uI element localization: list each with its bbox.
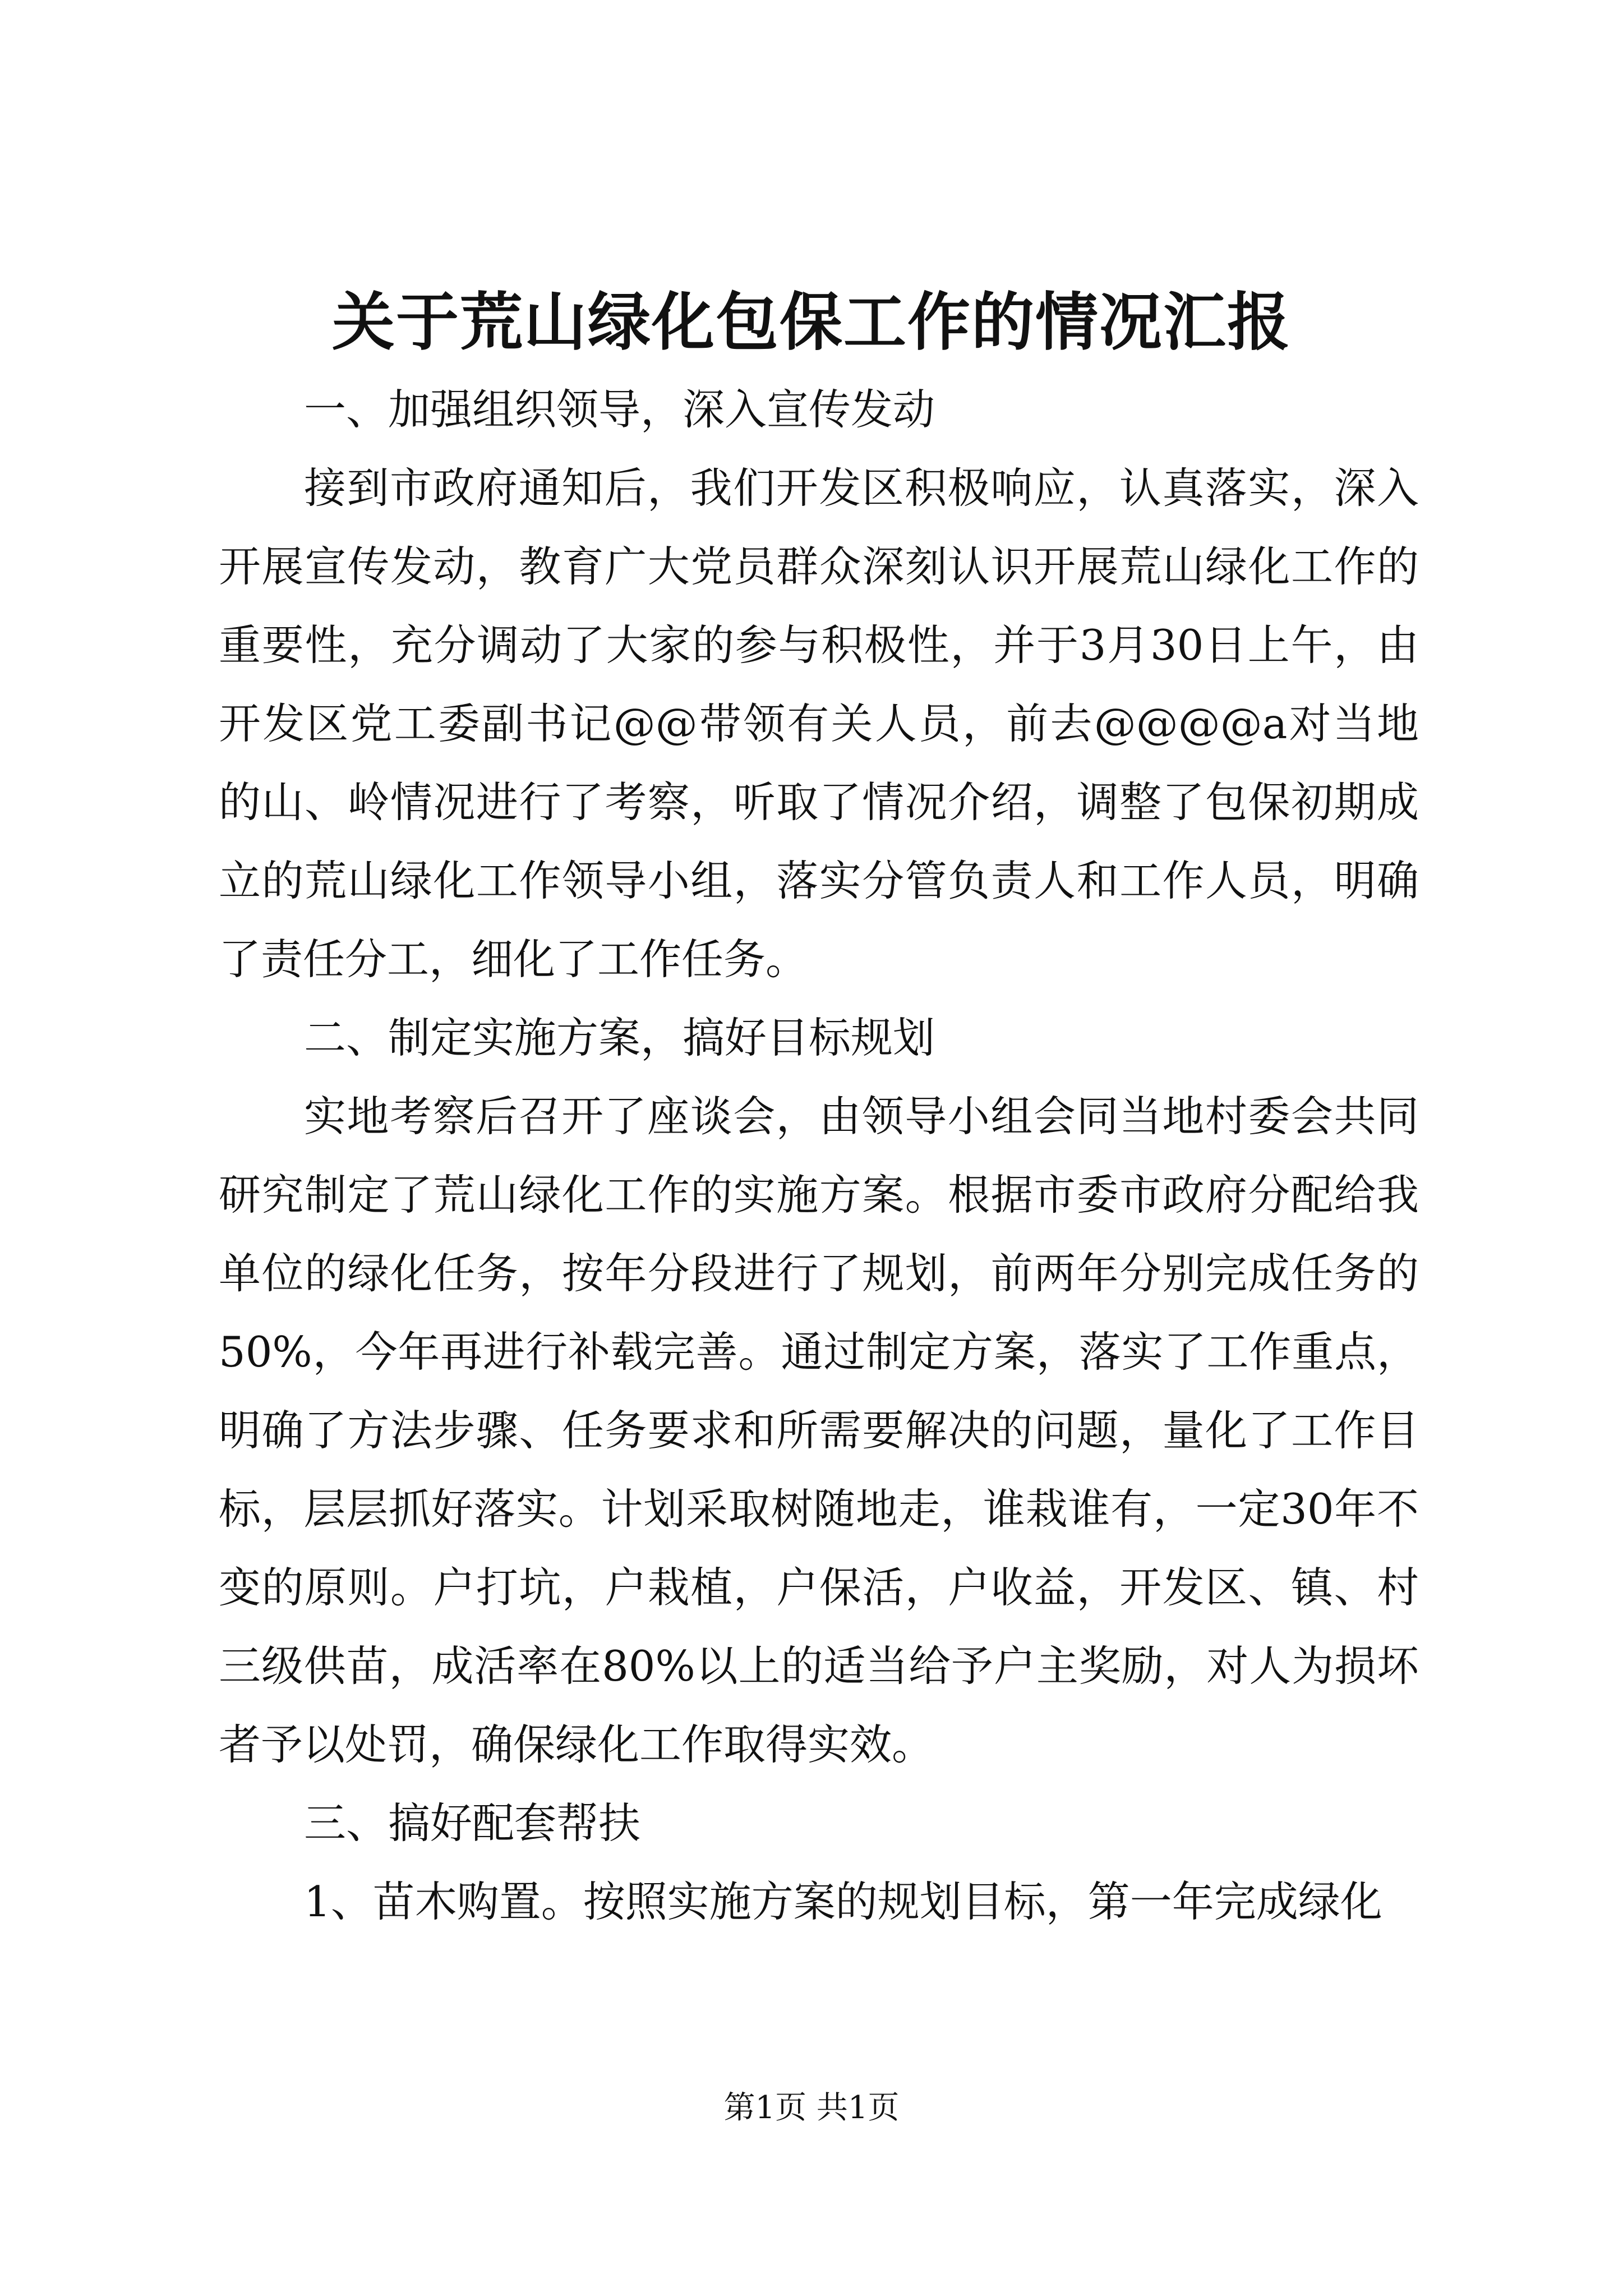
document-title: 关于荒山绿化包保工作的情况汇报 [332,286,1291,359]
section-heading-2: 二、制定实施方案，搞好目标规划 [304,1013,935,1062]
document-body [219,370,1419,1941]
section-heading-3: 三、搞好配套帮扶 [304,1798,641,1848]
body-paragraph-2: 实地考察后召开了座谈会，由领导小组会同当地村委会共同研究制定了荒山绿化工作的实施方案。根据市委市政府分配给我单位的绿化任务，按年分段进行了规划，前两年分别完成任务的50%，今年再进行补载完善。通过制定方案，落实了工作重点，明确了方法步骤、任务要求和所需要解决的问题，量化了工作目标，层层抓好落实。计划采取树随地走，谁栽谁有，一定30年不变的原则。户打坑，户栽植，户保活，户收益，开发区、镇、村三级供苗，成活率在80%以上的适当给予户主奖励，对人为损坏者予以处罚，确保绿化工作取得实效。 [219,1092,1419,1769]
page-footer: 第1页 共1页 [723,2090,900,2126]
section-heading-1: 一、加强组织领导，深入宣传发动 [304,385,935,434]
body-paragraph-3: 1、苗木购置。按照实施方案的规划目标，第一年完成绿化 [304,1877,1382,1926]
body-paragraph-1: 接到市政府通知后，我们开发区积极响应，认真落实，深入开展宣传发动，教育广大党员群众深刻认识开展荒山绿化工作的重要性，充分调动了大家的参与积极性，并于3月30日上午，由开发区党工委副书记@@带领有关人员，前去@@@@a对当地的山、岭情况进行了考察，听取了情况介绍，调整了包保初期成立的荒山绿化工作领导小组，落实分管负责人和工作人员，明确了责任分工，细化了工作任务。 [219,463,1419,984]
